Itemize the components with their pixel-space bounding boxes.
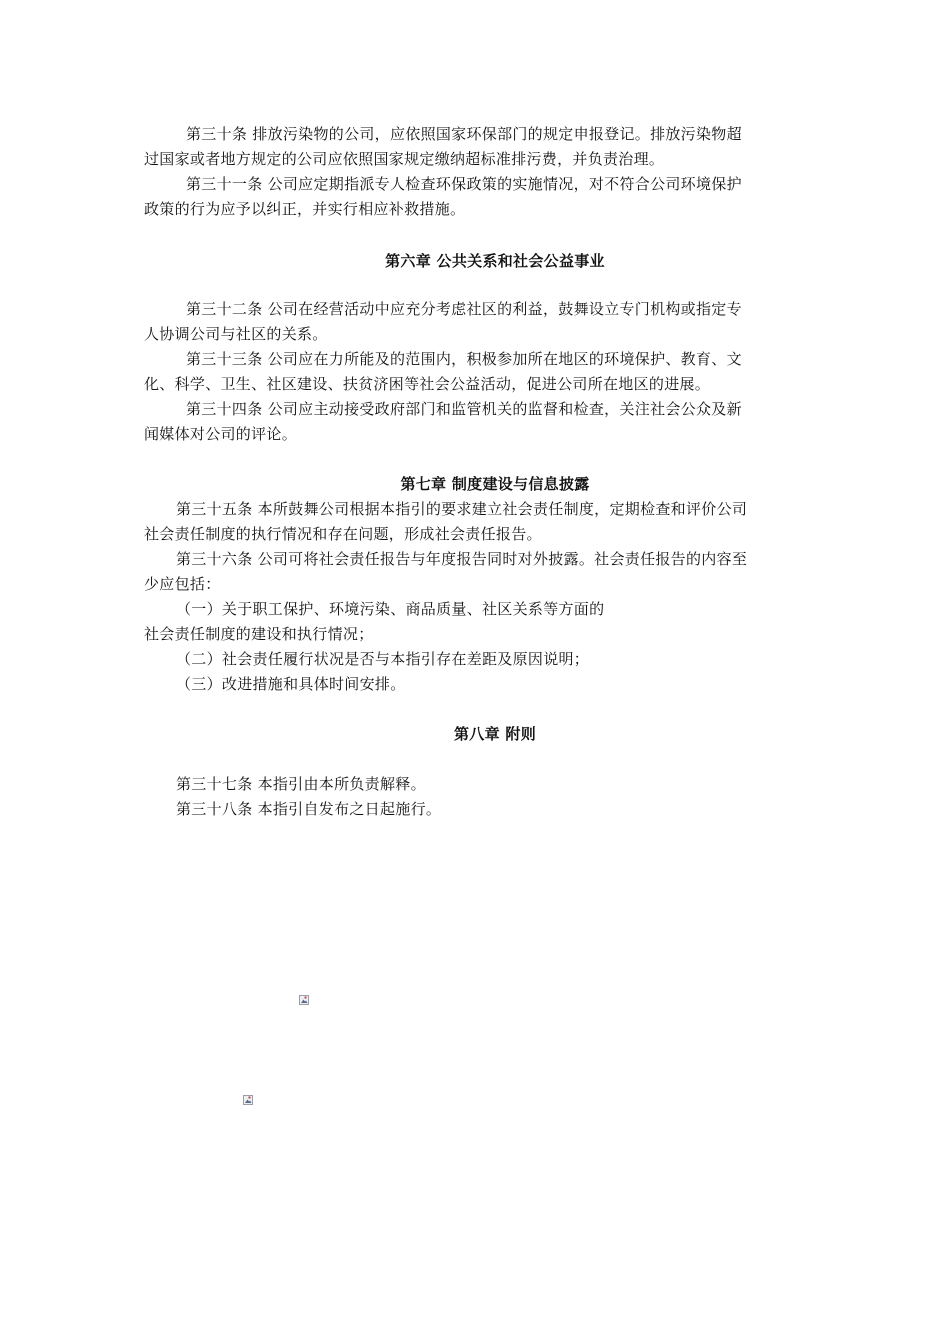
article-32-line-1: 第三十二条 公司在经营活动中应充分考虑社区的利益，鼓舞设立专门机构或指定专: [186, 300, 742, 318]
article-31-line-2: 政策的行为应予以纠正，并实行相应补救措施。: [144, 200, 466, 218]
list-item-3: （三）改进措施和具体时间安排。: [176, 675, 406, 693]
list-item-2: （二）社会责任履行状况是否与本指引存在差距及原因说明；: [176, 650, 590, 668]
article-34-line-1: 第三十四条 公司应主动接受政府部门和监管机关的监督和检查，关注社会公众及新: [186, 400, 742, 418]
article-35-line-2: 社会责任制度的执行情况和存在问题，形成社会责任报告。: [144, 525, 542, 543]
article-31-line-1: 第三十一条 公司应定期指派专人检查环保政策的实施情况，对不符合公司环境保护: [186, 175, 742, 193]
article-38: 第三十八条 本指引自发布之日起施行。: [176, 800, 442, 818]
list-item-1-line-2: 社会责任制度的建设和执行情况；: [144, 625, 374, 643]
article-33-line-2: 化、科学、卫生、社区建设、扶贫济困等社会公益活动，促进公司所在地区的进展。: [144, 375, 711, 393]
article-37: 第三十七条 本指引由本所负责解释。: [176, 775, 426, 793]
article-33-line-1: 第三十三条 公司应在力所能及的范围内，积极参加所在地区的环境保护、教育、文: [186, 350, 742, 368]
list-item-1-line-1: （一）关于职工保护、环境污染、商品质量、社区关系等方面的: [176, 600, 605, 618]
chapter-8-title: 第八章 附则: [453, 725, 537, 743]
article-30-line-2: 过国家或者地方规定的公司应依照国家规定缴纳超标准排污费，并负责治理。: [144, 150, 665, 168]
chapter-7-title: 第七章 制度建设与信息披露: [400, 475, 590, 493]
article-34-line-2: 闻媒体对公司的评论。: [144, 425, 298, 443]
article-36-line-2: 少应包括：: [144, 575, 221, 593]
article-32-line-2: 人协调公司与社区的关系。: [144, 325, 328, 343]
broken-image-icon: [299, 995, 309, 1005]
article-36-line-1: 第三十六条 公司可将社会责任报告与年度报告同时对外披露。社会责任报告的内容至: [176, 550, 748, 568]
article-30-line-1: 第三十条 排放污染物的公司，应依照国家环保部门的规定申报登记。排放污染物超: [186, 125, 742, 143]
chapter-6-title: 第六章 公共关系和社会公益事业: [385, 252, 605, 270]
broken-image-icon: [243, 1095, 253, 1105]
article-35-line-1: 第三十五条 本所鼓舞公司根据本指引的要求建立社会责任制度，定期检查和评价公司: [176, 500, 748, 518]
